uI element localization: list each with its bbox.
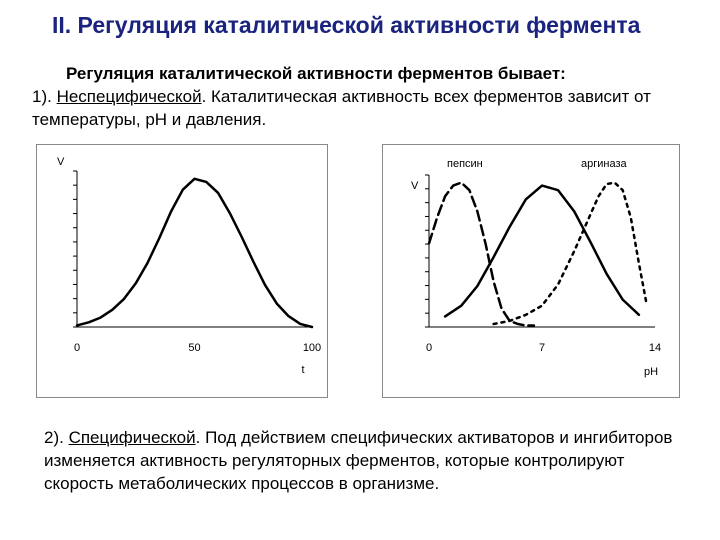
temp-chart-x-tick-label: 0 (73, 342, 81, 354)
ph-chart-x-tick-label: 7 (538, 342, 546, 354)
ph-chart-series-пепсин (429, 183, 534, 326)
item-text: . Каталитическая активность всех ферментов зависит от температуры, pH и давления. (32, 87, 651, 129)
ph-chart-x-tick-label: 0 (425, 342, 433, 354)
ph-chart-x-tick-label: 14 (648, 342, 662, 354)
ph-chart-series-аргиназа (494, 183, 647, 324)
paragraph-lead: Регуляция каталитической активности ферментов бывает: (66, 64, 566, 83)
temp-chart-series-line-1 (77, 179, 312, 327)
ph-chart-annotation-1: пепсин (447, 158, 483, 170)
item-number: 2). (44, 428, 64, 447)
ph-chart-y-axis-label: V (411, 180, 419, 192)
ph-chart-plot (383, 145, 679, 397)
paragraph-specific (44, 426, 684, 495)
ph-chart (382, 144, 680, 398)
paragraph-nonspecific (32, 62, 682, 131)
term-nonspecific: Неспецифической (56, 87, 202, 106)
item-text: . Под действием специфических активаторов и ингибиторов изменяется активность регуляторных ферментов, которые контролируют скорость метаболических процессов в организме. (44, 428, 673, 493)
temperature-chart (36, 144, 328, 398)
temp-chart-x-tick-label: 100 (302, 342, 322, 354)
temp-chart-y-axis-label: V (57, 156, 65, 168)
term-specific: Специфической (68, 428, 196, 447)
ph-chart-annotation-2: аргиназа (581, 158, 627, 170)
page-title: II. Регуляция каталитической активности фермента (52, 12, 641, 38)
ph-chart-x-axis-label: pH (643, 366, 659, 378)
temp-chart-x-axis-label: t (301, 364, 305, 376)
item-number: 1). (32, 87, 52, 106)
temp-chart-x-tick-label: 50 (188, 342, 201, 354)
temperature-chart-plot (37, 145, 327, 397)
